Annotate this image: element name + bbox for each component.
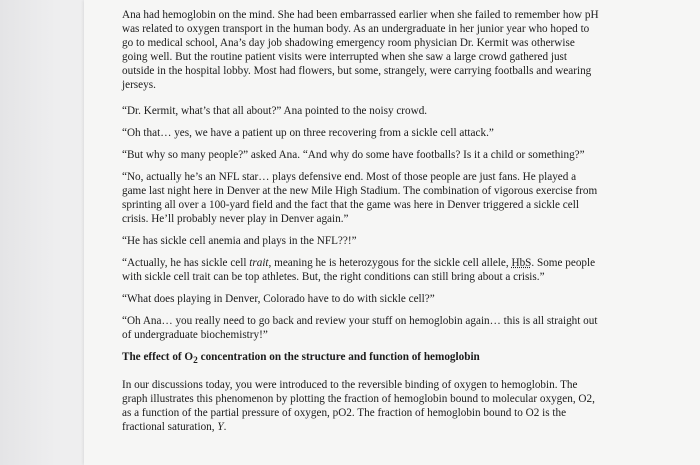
- dialogue-paragraph: “Dr. Kermit, what’s that all about?” Ana pointed to the noisy crowd.: [122, 105, 428, 117]
- italic-text: Y: [217, 421, 224, 434]
- text-run: , meaning he is heterozygous for the sickle cell allele,: [268, 257, 512, 269]
- italic-text: trait: [249, 257, 269, 269]
- dialogue-paragraph: “Oh Ana… you really need to go back and review your stuff on hemoglobin again… this is all straight out of undergraduate biochemistry!”: [122, 315, 598, 341]
- dialogue-paragraph: “No, actually he’s an NFL star… plays defensive end. Most of those people are just fans. He played a game last night here in Denver at the new Mile High Stadium. The combination of vigorous exercise from sprinting all over a 100-yard field and the fact that the game was here in Denver triggered a sickle cell crisis. He’ll probably never play in Denver again.”: [122, 171, 598, 225]
- dialogue-paragraph: “He has sickle cell anemia and plays in the NFL??!”: [122, 235, 357, 247]
- text-run: “Actually, he has sickle cell: [122, 257, 250, 269]
- heading-text: concentration on the structure and function of hemoglobin: [197, 351, 480, 363]
- body-paragraph: [122, 378, 602, 434]
- text-run: . Some people with sickle cell trait can be top athletes. But, the right conditions can still bring about a crisis.”: [122, 257, 596, 283]
- text-run: In our discussions today, you were introduced to the reversible binding of oxygen to hemoglobin. The graph illustrates this phenomenon by plotting the fraction of hemoglobin bound to molecular oxygen, O2, as a function of the partial pressure of oxygen, pO2. The fraction of hemoglobin bound to O2 is the fractional saturation,: [122, 379, 595, 434]
- section-heading: [122, 350, 602, 368]
- document-page: [84, 0, 700, 465]
- dialogue-paragraph: “But why so many people?” asked Ana. “And why do some have footballs? Is it a child or something?”: [122, 149, 585, 161]
- dialogue-paragraph: “What does playing in Denver, Colorado have to do with sickle cell?”: [122, 293, 435, 305]
- text-run: .: [223, 421, 227, 434]
- heading-subscript: 2: [193, 356, 198, 367]
- dialogue-paragraph: [122, 256, 602, 284]
- intro-paragraph: Ana had hemoglobin on the mind. She had been embarrassed earlier when she failed to remember how pH was related to oxygen transport in the human body. As an undergraduate in her junior year who hoped to go to medical school, Ana’s day job shadowing emergency room physician Dr. Kermit was otherwise going well. But the routine patient visits were interrupted when she saw a large crowd gathered just outside in the hospital lobby. Most had flowers, but some, strangely, were carrying footballs and wearing jerseys.: [122, 9, 599, 91]
- hbs-term: HbS: [511, 257, 532, 269]
- dialogue-paragraph: “Oh that… yes, we have a patient up on three recovering from a sickle cell attack.”: [122, 127, 494, 139]
- heading-text: The effect of O: [122, 351, 194, 363]
- document-text: [122, 8, 602, 434]
